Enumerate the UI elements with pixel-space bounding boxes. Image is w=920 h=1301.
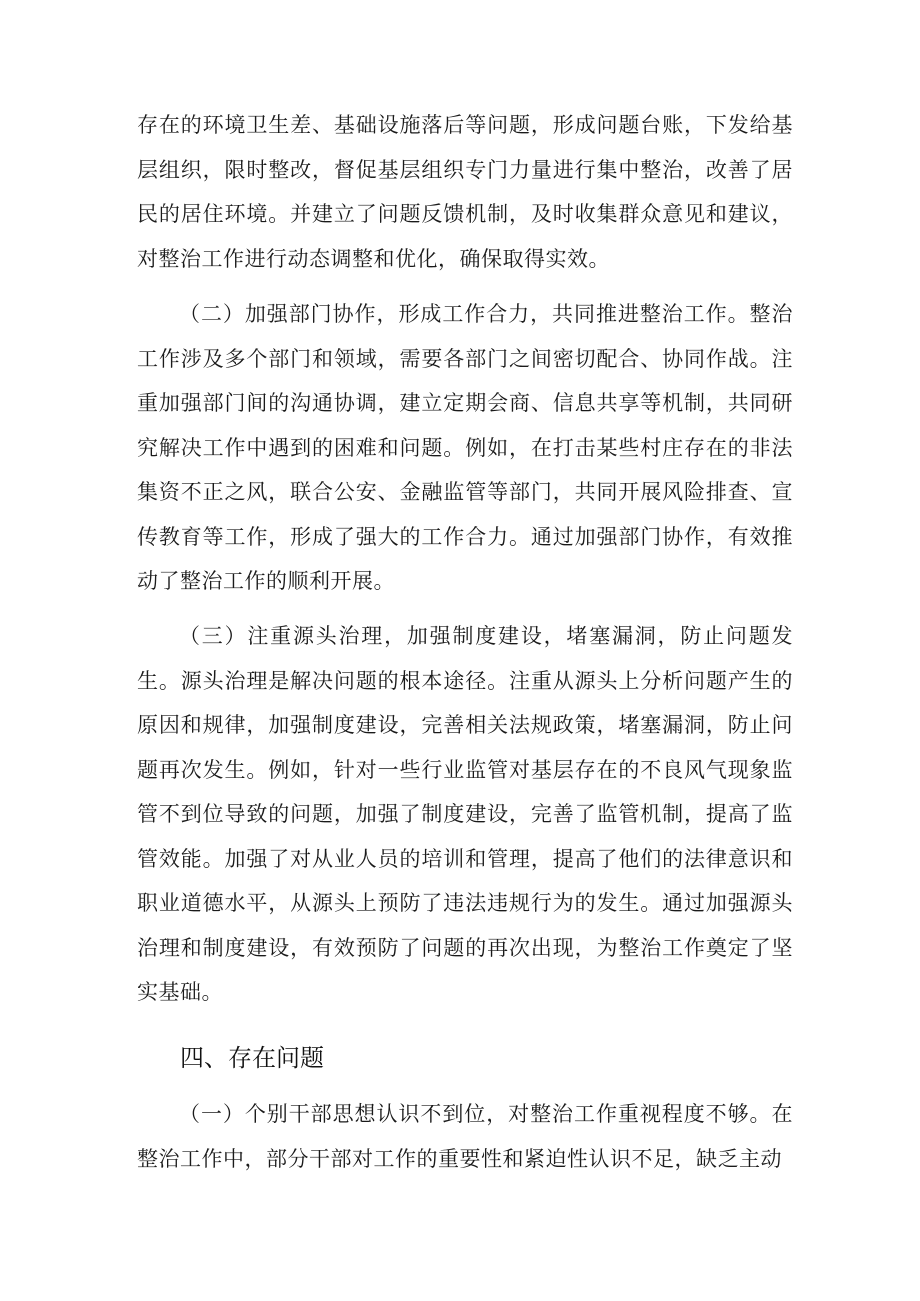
body-paragraph-continuation: 存在的环境卫生差、基础设施落后等问题，形成问题台账，下发给基层组织，限时整改，督促基层组织专门力量进行集中整治，改善了居民的居住环境。并建立了问题反馈机制，及时收集群众意见和建议，对整治工作进行动态调整和优化，确保取得实效。 [137, 113, 793, 271]
section-heading-existing-problems: 四、存在问题 [180, 1044, 324, 1072]
body-paragraph-source-governance: （三）注重源头治理，加强制度建设，堵塞漏洞，防止问题发生。源头治理是解决问题的根本途径。注重从源头上分析问题产生的原因和规律，加强制度建设，完善相关法规政策，堵塞漏洞，防止问题再次发生。例如，针对一些行业监管对基层存在的不良风气现象监管不到位导致的问题，加强了制度建设，完善了监管机制，提高了监管效能。加强了对从业人员的培训和管理，提高了他们的法律意识和职业道德水平，从源头上预防了违法违规行为的发生。通过加强源头治理和制度建设，有效预防了问题的再次出现，为整治工作奠定了坚实基础。 [137, 624, 793, 1004]
body-paragraph-cadre-awareness: （一）个别干部思想认识不到位，对整治工作重视程度不够。在整治工作中，部分干部对工作的重要性和紧迫性认识不足，缺乏主动 [137, 1102, 793, 1171]
body-paragraph-department-cooperation: （二）加强部门协作，形成工作合力，共同推进整治工作。整治工作涉及多个部门和领域，需要各部门之间密切配合、协同作战。注重加强部门间的沟通协调，建立定期会商、信息共享等机制，共同研究解决工作中遇到的困难和问题。例如，在打击某些村庄存在的非法集资不正之风，联合公安、金融监管等部门，共同开展风险排查、宣传教育等工作，形成了强大的工作合力。通过加强部门协作，有效推动了整治工作的顺利开展。 [137, 302, 793, 593]
